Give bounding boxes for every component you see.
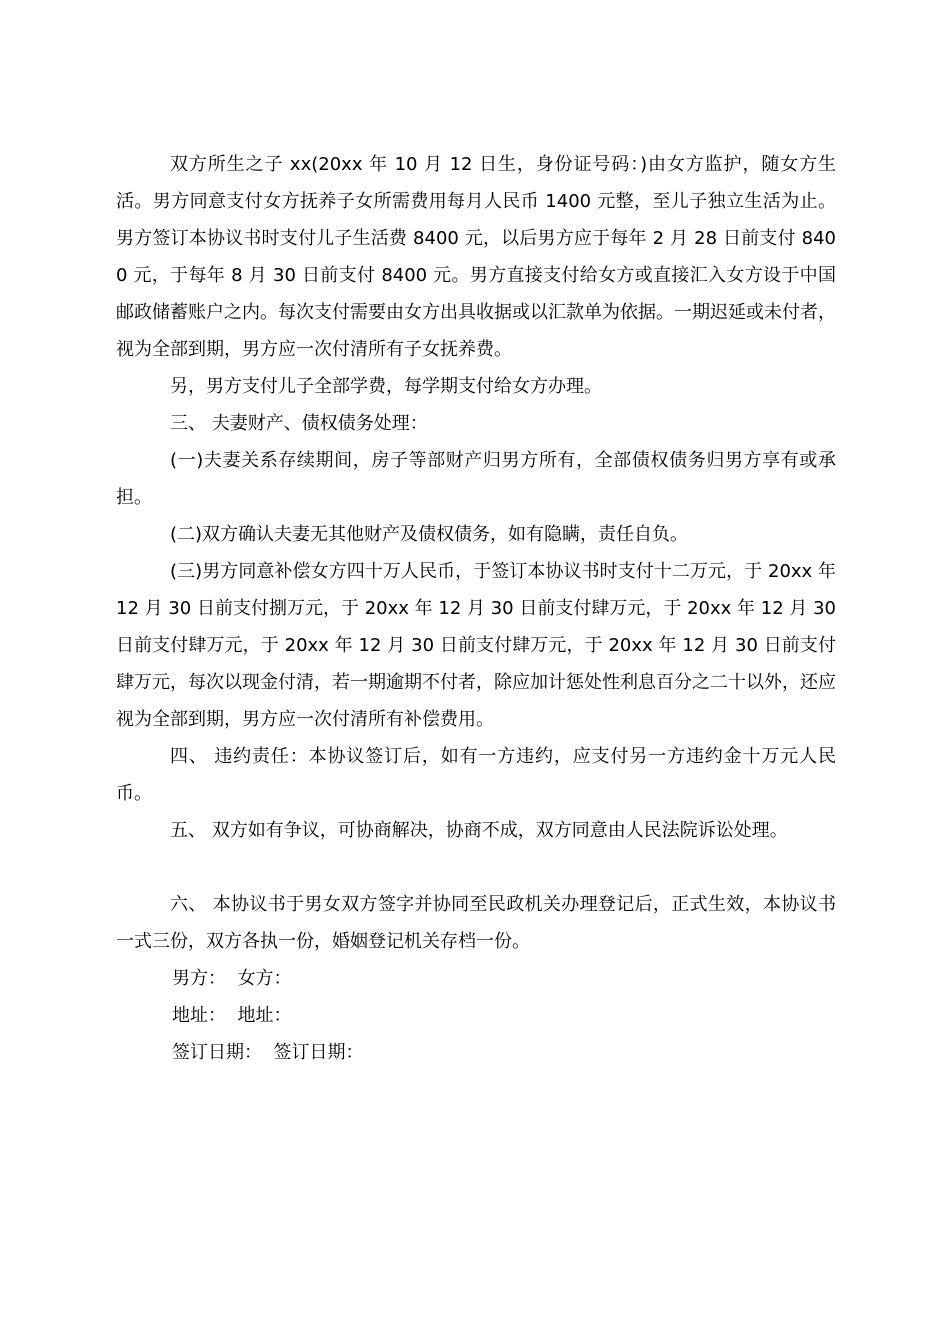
signature-party-line: 男方： 女方： (172, 968, 292, 989)
section-three-heading: 三、 夫妻财产、债权债务处理： (170, 413, 428, 434)
agreement-body (116, 146, 836, 1071)
section-five-dispute: 五、 双方如有争议，可协商解决，协商不成，双方同意由人民法院诉讼处理。 (170, 820, 788, 841)
paragraph-property-2: (二)双方确认夫妻无其他财产及债权债务，如有隐瞒，责任自负。 (170, 524, 689, 545)
paragraph-gap (116, 849, 836, 886)
section-four-breach: 四、 违约责任：本协议签订后，如有一方违约，应支付另一方违约金十万元人民币。 (116, 746, 836, 804)
paragraph-child-custody: 双方所生之子 xx(20xx 年 10 月 12 日生，身份证号码：)由女方监护，随女方生活。男方同意支付女方抚养子女所需费用每月人民币 1400 元整，至儿子独立生活为止。男方签订本协议书时支付儿子生活费 8400 元，以后男方应于每年 2 月 28 日前支付 8400 元，于每年 8 月 30 日前支付 8400 元。男方直接支付给女方或直接汇入女方设于中国邮政储蓄账户之内。每次支付需要由女方出具收据或以汇款单为依据。一期迟延或未付者，视为全部到期，男方应一次付清所有子女抚养费。 (116, 154, 836, 360)
paragraph-compensation: (三)男方同意补偿女方四十万人民币，于签订本协议书时支付十二万元，于 20xx 年 12 月 30 日前支付捌万元，于 20xx 年 12 月 30 日前支付肆万元，于 20xx 年 12 月 30 日前支付肆万元，于 20xx 年 12 月 30 日前支付肆万元，于 20xx 年 12 月 30 日前支付肆万元，每次以现金付清，若一期逾期不付者，除应加计惩处性利息百分之二十以外，还应视为全部到期，男方应一次付清所有补偿费用。 (116, 561, 836, 730)
paragraph-tuition: 另，男方支付儿子全部学费，每学期支付给女方办理。 (170, 376, 602, 397)
signature-address-line: 地址： 地址： (172, 1005, 292, 1026)
paragraph-property-1: (一)夫妻关系存续期间，房子等部财产归男方所有，全部债权债务归男方享有或承担。 (116, 450, 836, 508)
signature-date-line: 签订日期： 签订日期： (172, 1042, 364, 1063)
section-six-effect: 六、 本协议书于男女双方签字并协同至民政机关办理登记后，正式生效，本协议书一式三份，双方各执一份，婚姻登记机关存档一份。 (116, 894, 836, 952)
